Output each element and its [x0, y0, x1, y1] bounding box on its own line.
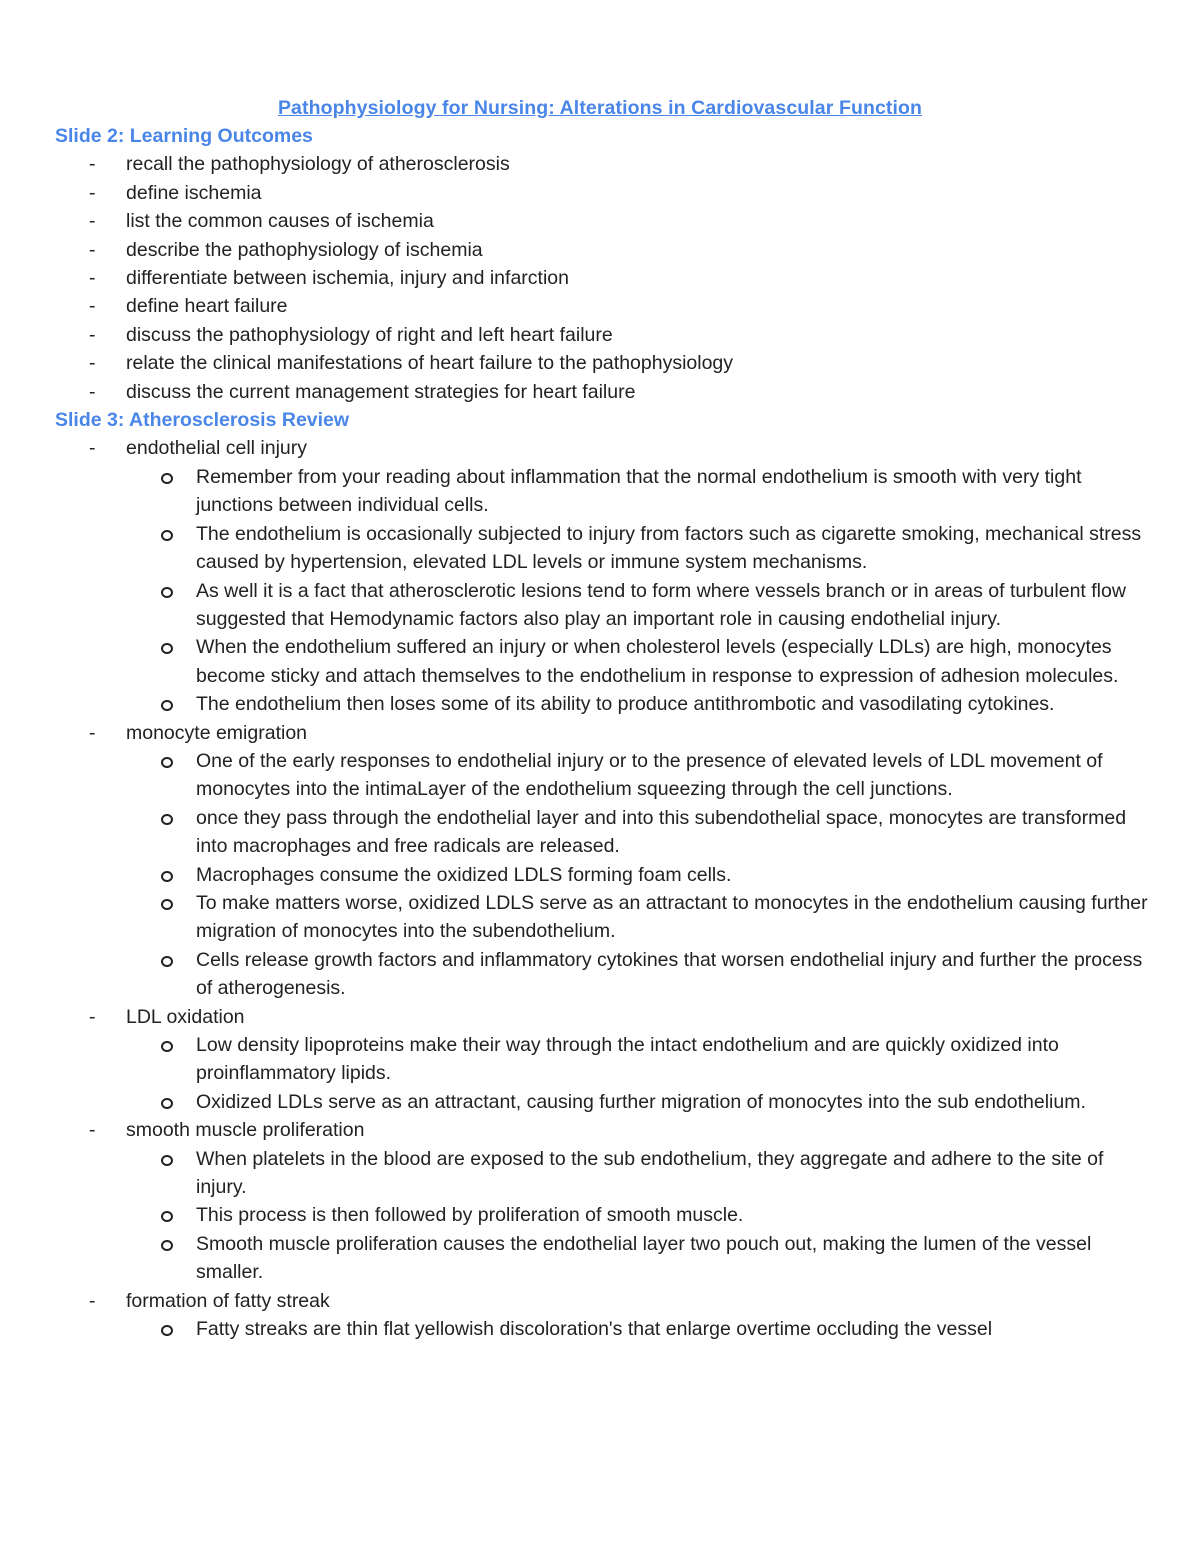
- list-item-text: list the common causes of ischemia: [126, 210, 434, 233]
- sub-list-item-text: One of the early responses to endothelial injury or to the presence of elevated levels of LDL movement of monocytes into the intimaLayer of the endothelium squeezing through the cell junctions.: [196, 749, 1103, 801]
- list-item: [55, 1003, 1155, 1117]
- sub-list-item-text: When the endothelium suffered an injury or when cholesterol levels (especially LDLs) are high, monocytes become sticky and attach themselves to the endothelium in response to expression of adhesion molecules.: [196, 636, 1119, 687]
- sub-list-item: [55, 861, 1155, 889]
- sub-list-item-text: This process is then followed by proliferation of smooth muscle.: [196, 1204, 744, 1227]
- document-body: [55, 122, 1155, 1343]
- bullet-list: [55, 434, 1155, 1343]
- sub-bullet-list: [126, 1145, 1155, 1287]
- sub-list-item: [55, 946, 1155, 1003]
- list-item-text: relate the clinical manifestations of heart failure to the pathophysiology: [126, 352, 734, 375]
- sub-list-item-text: As well it is a fact that atherosclerotic lesions tend to form where vessels branch or in areas of turbulent flow suggested that Hemodynamic factors also play an important role in causing endothelial injury.: [196, 579, 1126, 630]
- list-item: [55, 207, 1155, 235]
- sub-list-item: [55, 747, 1155, 804]
- dash-bullet-icon: -: [89, 437, 96, 460]
- circle-bullet-icon: [161, 1240, 173, 1251]
- sub-list-item: [55, 1031, 1155, 1088]
- section-heading: Slide 3: Atherosclerosis Review: [55, 409, 350, 432]
- list-item: [55, 1287, 1155, 1344]
- sub-bullet-list: [126, 1315, 1155, 1343]
- list-item-text: discuss the pathophysiology of right and left heart failure: [126, 323, 613, 346]
- sub-list-item: [55, 577, 1155, 634]
- list-item-text: smooth muscle proliferation: [126, 1119, 365, 1142]
- sub-list-item-text: To make matters worse, oxidized LDLS serve as an attractant to monocytes in the endothelium causing further migration of monocytes into the subendothelium.: [196, 891, 1148, 943]
- circle-bullet-icon: [161, 1325, 173, 1336]
- dash-bullet-icon: -: [89, 721, 96, 744]
- sub-list-item-text: Cells release growth factors and inflammatory cytokines that worsen endothelial injury and further the process of atherogenesis.: [196, 948, 1143, 1000]
- dash-bullet-icon: -: [89, 295, 96, 318]
- list-item-text: define heart failure: [126, 295, 288, 318]
- list-item-text: formation of fatty streak: [126, 1289, 330, 1312]
- circle-bullet-icon: [161, 1211, 173, 1222]
- sub-list-item-text: Remember from your reading about inflammation that the normal endothelium is smooth with very tight junctions between individual cells.: [196, 465, 1082, 517]
- circle-bullet-icon: [161, 1041, 173, 1052]
- dash-bullet-icon: -: [89, 1289, 96, 1312]
- sub-list-item: [55, 520, 1155, 577]
- circle-bullet-icon: [161, 587, 173, 598]
- list-item-text: discuss the current management strategies for heart failure: [126, 380, 636, 403]
- dash-bullet-icon: -: [89, 1119, 96, 1142]
- list-item-text: define ischemia: [126, 181, 262, 204]
- sub-bullet-list: [126, 463, 1155, 719]
- circle-bullet-icon: [161, 956, 173, 967]
- list-item-text: LDL oxidation: [126, 1005, 245, 1028]
- sub-list-item-text: Oxidized LDLs serve as an attractant, causing further migration of monocytes into the sub endothelium.: [196, 1090, 1086, 1113]
- list-item: [55, 292, 1155, 320]
- circle-bullet-icon: [161, 1155, 173, 1166]
- list-item: [55, 236, 1155, 264]
- sub-bullet-list: [126, 1031, 1155, 1116]
- circle-bullet-icon: [161, 700, 173, 711]
- sub-list-item-text: Smooth muscle proliferation causes the endothelial layer two pouch out, making the lumen of the vessel smaller.: [196, 1232, 1092, 1284]
- dash-bullet-icon: -: [89, 238, 96, 261]
- dash-bullet-icon: -: [89, 1005, 96, 1028]
- sub-list-item-text: once they pass through the endothelial layer and into this subendothelial space, monocytes are transformed into macrophages and free radicals are released.: [196, 806, 1127, 858]
- dash-bullet-icon: -: [89, 380, 96, 403]
- sub-list-item: [55, 1230, 1155, 1287]
- sub-bullet-list: [126, 747, 1155, 1003]
- sub-list-item-text: Macrophages consume the oxidized LDLS forming foam cells.: [196, 863, 732, 886]
- sub-list-item-text: Low density lipoproteins make their way through the intact endothelium and are quickly oxidized into proinflammatory lipids.: [196, 1034, 1059, 1085]
- list-item: [55, 1116, 1155, 1286]
- circle-bullet-icon: [161, 814, 173, 825]
- dash-bullet-icon: -: [89, 153, 96, 176]
- list-item: [55, 719, 1155, 1003]
- sub-list-item: [55, 690, 1155, 718]
- sub-list-item-text: When platelets in the blood are exposed to the sub endothelium, they aggregate and adhere to the site of injury.: [196, 1147, 1104, 1199]
- list-item-text: monocyte emigration: [126, 721, 308, 744]
- sub-list-item: [55, 1088, 1155, 1116]
- circle-bullet-icon: [161, 1098, 173, 1109]
- list-item: [55, 349, 1155, 377]
- sub-list-item: [55, 1201, 1155, 1229]
- list-item-text: endothelial cell injury: [126, 437, 308, 460]
- sub-list-item: [55, 1145, 1155, 1202]
- list-item-text: differentiate between ischemia, injury and infarction: [126, 267, 569, 290]
- circle-bullet-icon: [161, 643, 173, 654]
- list-item: [55, 264, 1155, 292]
- bullet-list: [55, 150, 1155, 406]
- dash-bullet-icon: -: [89, 352, 96, 375]
- dash-bullet-icon: -: [89, 323, 96, 346]
- sub-list-item: [55, 889, 1155, 946]
- circle-bullet-icon: [161, 757, 173, 768]
- document-title: Pathophysiology for Nursing: Alterations in Cardiovascular Function: [277, 97, 923, 119]
- circle-bullet-icon: [161, 899, 173, 910]
- circle-bullet-icon: [161, 473, 173, 484]
- list-item: [55, 434, 1155, 718]
- dash-bullet-icon: -: [89, 210, 96, 233]
- list-item-text: recall the pathophysiology of atherosclerosis: [126, 153, 510, 176]
- sub-list-item-text: The endothelium then loses some of its ability to produce antithrombotic and vasodilating cytokines.: [196, 693, 1055, 716]
- circle-bullet-icon: [161, 530, 173, 541]
- list-item: [55, 321, 1155, 349]
- sub-list-item: [55, 804, 1155, 861]
- sub-list-item: [55, 463, 1155, 520]
- section-heading: Slide 2: Learning Outcomes: [55, 125, 313, 147]
- list-item: [55, 378, 1155, 406]
- sub-list-item-text: Fatty streaks are thin flat yellowish discoloration's that enlarge overtime occluding the vessel: [196, 1318, 993, 1341]
- list-item-text: describe the pathophysiology of ischemia: [126, 238, 483, 261]
- list-item: [55, 179, 1155, 207]
- dash-bullet-icon: -: [89, 267, 96, 290]
- sub-list-item: [55, 633, 1155, 690]
- sub-list-item: [55, 1315, 1155, 1343]
- dash-bullet-icon: -: [89, 181, 96, 204]
- sub-list-item-text: The endothelium is occasionally subjected to injury from factors such as cigarette smoking, mechanical stress caused by hypertension, elevated LDL levels or immune system mechanisms.: [196, 522, 1142, 574]
- list-item: [55, 150, 1155, 178]
- circle-bullet-icon: [161, 871, 173, 882]
